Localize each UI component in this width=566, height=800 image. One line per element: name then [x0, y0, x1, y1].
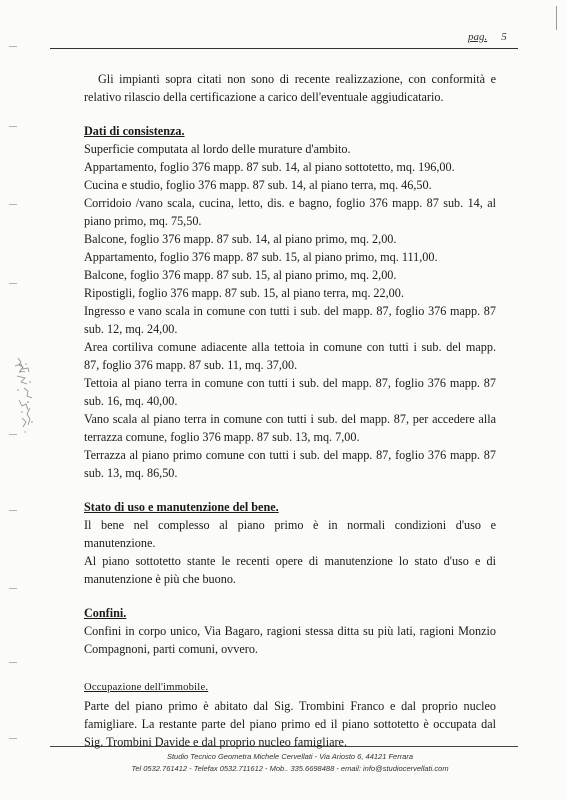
body-line: sub. 16, mq. 40,00. — [84, 394, 178, 408]
body-line: Al piano sottotetto stante le recenti opere di manutenzione lo stato d'uso e di — [84, 554, 496, 568]
body-line: Ingresso e vano scala in comune con tutti i sub. del mapp. 87, foglio 376 mapp. 87 — [84, 304, 496, 318]
binder-mark — [9, 46, 17, 47]
binder-mark — [9, 738, 17, 739]
body-line: Tettoia al piano terra in comune con tutti i sub. del mapp. 87, foglio 376 mapp. 87 — [84, 376, 496, 390]
section-heading-stato: Stato di uso e manutenzione del bene. — [84, 500, 279, 514]
footer-line: Studio Tecnico Geometra Michele Cervellati - Via Ariosto 6, 44121 Ferrara — [166, 752, 414, 761]
body-line: piano primo, mq. 75,50. — [84, 214, 202, 228]
body-line: Compagnoni, parti comuni, ovvero. — [84, 642, 258, 656]
body-line: Parte del piano primo è abitato dal Sig. Trombini Franco e dal proprio nucleo — [84, 699, 496, 713]
body-line: Balcone, foglio 376 mapp. 87 sub. 15, al piano primo, mq. 2,00. — [84, 268, 397, 282]
footer-rule — [50, 746, 518, 747]
body-line: famigliare. La restante parte del piano primo ed il piano sottotetto è occupata dal — [84, 717, 496, 731]
page-number — [468, 31, 507, 43]
section-heading-occupazione: Occupazione dell'immobile. — [84, 682, 209, 693]
stamp-mark — [10, 352, 40, 440]
body-line: sub. 12, mq. 24,00. — [84, 322, 178, 336]
body-line: terrazza comune, foglio 376 mapp. 87 sub. 13, mq. 7,00. — [84, 430, 360, 444]
body-line: Superficie computata al lordo delle murature d'ambito. — [84, 142, 351, 156]
body-line: Ripostigli, foglio 376 mapp. 87 sub. 15, al piano terra, mq. 22,00. — [84, 286, 404, 300]
binder-mark — [9, 126, 17, 127]
body-line: Area cortiliva comune adiacente alla tettoia in comune con tutti i sub. del mapp. — [84, 340, 496, 354]
body-line: Gli impianti sopra citati non sono di recente realizzazione, con conformità e — [98, 72, 496, 86]
binder-mark — [9, 510, 17, 511]
binder-mark — [9, 204, 17, 205]
body-line: Appartamento, foglio 376 mapp. 87 sub. 15, al piano primo, mq. 111,00. — [84, 250, 438, 264]
body-line: Il bene nel complesso al piano primo è in normali condizioni d'uso e — [84, 518, 496, 532]
page-label: pag. — [468, 31, 488, 43]
section-heading-consistenza: Dati di consistenza. — [84, 124, 185, 138]
binder-mark — [9, 283, 17, 284]
page-number-value: 5 — [501, 31, 507, 43]
section-heading-confini: Confini. — [84, 606, 127, 620]
scan-edge-mark — [556, 6, 557, 30]
body-line: relativo rilascio della certificazione a carico dell'eventuale aggiudicatario. — [84, 90, 444, 104]
body-line: Cucina e studio, foglio 376 mapp. 87 sub. 14, al piano terra, mq. 46,50. — [84, 178, 432, 192]
body-line: manutenzione. — [84, 536, 156, 550]
binder-mark — [9, 662, 17, 663]
body-line: Confini in corpo unico, Via Bagaro, ragioni stessa ditta su più lati, ragioni Monzio — [84, 624, 496, 638]
header-rule — [50, 48, 518, 49]
binder-mark — [9, 588, 17, 589]
body-line: Balcone, foglio 376 mapp. 87 sub. 14, al piano primo, mq. 2,00. — [84, 232, 397, 246]
footer-line: Tel 0532.761412 - Telefax 0532.711612 - Mob.. 335.6698488 - email: info@studiocervellati.com — [131, 764, 449, 773]
body-line: sub. 13, mq. 86,50. — [84, 466, 178, 480]
body-line: Corridoio /vano scala, cucina, letto, dis. e bagno, foglio 376 mapp. 87 sub. 14, al — [84, 196, 496, 210]
body-line: 87, foglio 376 mapp. 87 sub. 11, mq. 37,00. — [84, 358, 298, 372]
body-line: Terrazza al piano primo comune con tutti i sub. del mapp. 87, foglio 376 mapp. 87 — [84, 448, 496, 462]
body-line: manutenzione è più che buono. — [84, 572, 236, 586]
body-line: Vano scala al piano terra in comune con tutti i sub. del mapp. 87, per accedere alla — [84, 412, 496, 426]
body-line: Sig. Trombini Davide e dal proprio nucleo famigliare. — [84, 735, 348, 749]
body-line: Appartamento, foglio 376 mapp. 87 sub. 14, al piano sottotetto, mq. 196,00. — [84, 160, 455, 174]
